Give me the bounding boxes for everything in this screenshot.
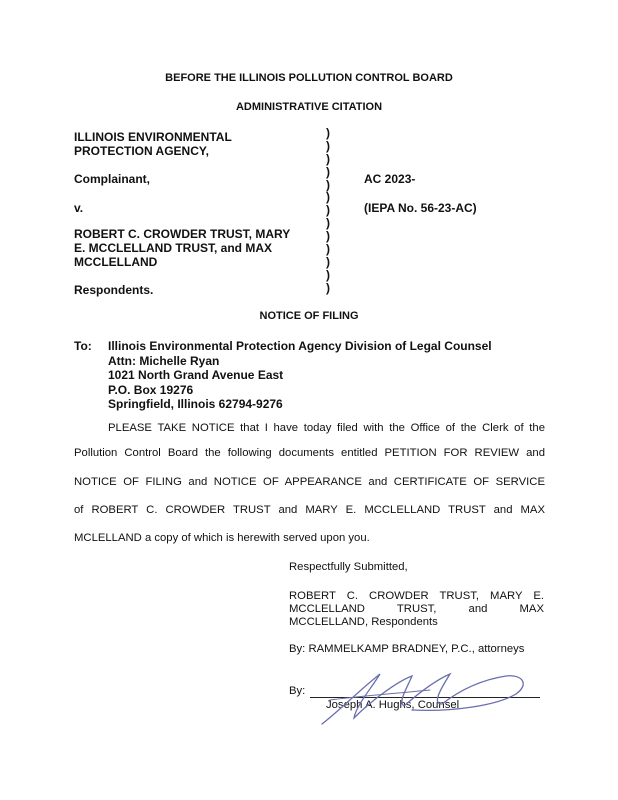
- recipient-line: Attn: Michelle Ryan: [108, 353, 220, 368]
- caption-bracket: ): [326, 126, 330, 140]
- iepa-number: (IEPA No. 56-23-AC): [364, 201, 477, 215]
- body-line-5: MCLELLAND a copy of which is herewith served upon you.: [74, 532, 370, 544]
- respondent-name-line2: E. MCCLELLAND TRUST, and MAX: [74, 241, 272, 255]
- recipient-line: Illinois Environmental Protection Agency Division of Legal Counsel: [108, 339, 492, 353]
- caption-bracket: ): [326, 177, 330, 192]
- caption-bracket: ): [326, 151, 330, 166]
- to-label: To:: [74, 339, 92, 353]
- recipient-line: 1021 North Grand Avenue East: [108, 368, 284, 382]
- recipient-line: Springfield, Illinois 62794-9276: [108, 397, 283, 411]
- complainant-name-line2: PROTECTION AGENCY,: [74, 144, 209, 158]
- signature-stroke: [330, 690, 430, 700]
- caption-bracket: ): [326, 267, 330, 282]
- recipient-line: P.O. Box 19276: [108, 382, 194, 397]
- signer-name: Joseph A. Hughs, Counsel: [326, 699, 460, 711]
- respectfully-submitted: Respectfully Submitted,: [289, 561, 408, 573]
- notice-title: NOTICE OF FILING: [259, 310, 359, 322]
- respondent-name-line3: MCCLELLAND: [74, 255, 158, 269]
- complainant-label: Complainant,: [74, 172, 151, 186]
- by-label: By:: [289, 685, 306, 697]
- caption-bracket: ): [326, 203, 330, 218]
- case-number: AC 2023-: [364, 172, 416, 186]
- versus-label: v.: [74, 201, 84, 215]
- caption-bracket: ): [326, 280, 330, 295]
- respondent-name-line1: ROBERT C. CROWDER TRUST, MARY: [74, 227, 291, 241]
- body-line-4: of ROBERT C. CROWDER TRUST and MARY E. MCCLELLAND TRUST and MAX: [74, 504, 545, 516]
- signature-stroke: [322, 674, 523, 724]
- caption-bracket: ): [326, 242, 330, 257]
- respondents-label: Respondents.: [74, 283, 154, 297]
- party-line-2: MCCLELLAND TRUST, and MAX: [289, 603, 544, 615]
- caption-bracket: ): [326, 216, 330, 231]
- caption-bracket: ): [326, 254, 330, 269]
- body-line-2: Pollution Control Board the following documents entitled PETITION FOR REVIEW and: [74, 447, 545, 459]
- board-heading: BEFORE THE ILLINOIS POLLUTION CONTROL BOARD: [165, 72, 453, 84]
- caption-bracket-column: [326, 127, 330, 295]
- recipient-address: [108, 339, 492, 412]
- handwritten-signature: [300, 660, 540, 730]
- complainant-name-line1: ILLINOIS ENVIRONMENTAL: [74, 130, 232, 144]
- caption-bracket: ): [326, 190, 330, 205]
- body-line-3: NOTICE OF FILING and NOTICE OF APPEARANCE and CERTIFICATE OF SERVICE: [74, 476, 545, 488]
- caption-bracket: ): [326, 164, 330, 179]
- citation-heading: ADMINISTRATIVE CITATION: [235, 101, 383, 113]
- party-line-3: MCCLELLAND, Respondents: [289, 616, 438, 628]
- caption-bracket: ): [326, 229, 330, 244]
- body-line-1: PLEASE TAKE NOTICE that I have today filed with the Office of the Clerk of the: [108, 422, 545, 434]
- caption-bracket: ): [326, 138, 330, 153]
- by-firm-line: By: RAMMELKAMP BRADNEY, P.C., attorneys: [289, 643, 525, 655]
- party-line-1: ROBERT C. CROWDER TRUST, MARY E.: [289, 590, 544, 602]
